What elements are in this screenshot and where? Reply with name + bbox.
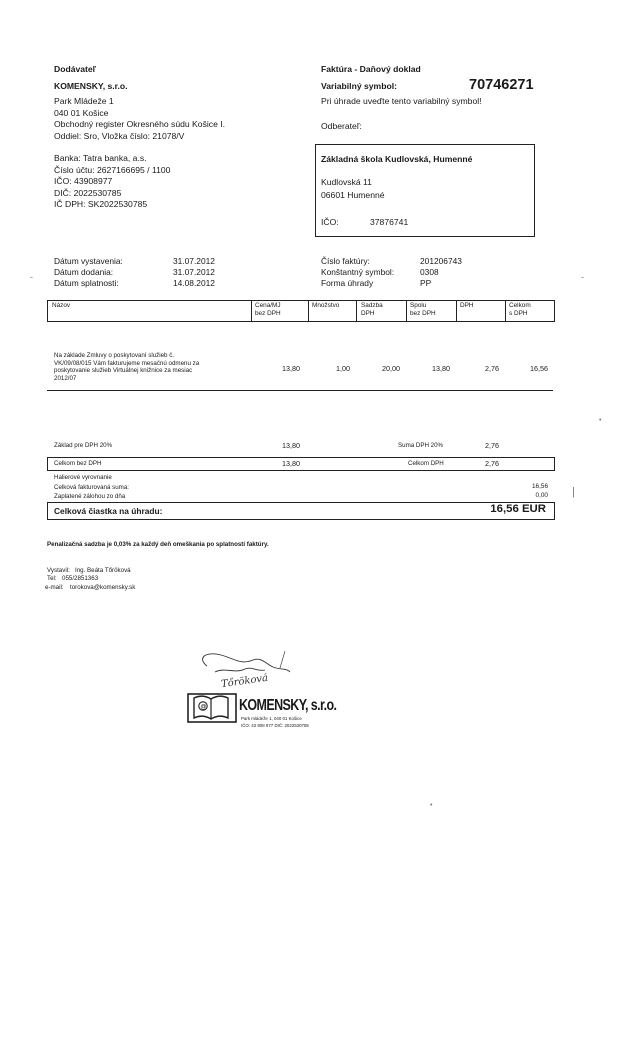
payment-values — [420, 256, 462, 289]
column-divider — [505, 300, 506, 321]
supplier-address-line: Obchodný register Okresného súdu Košice I. — [54, 119, 226, 130]
date-values — [173, 256, 215, 289]
invoiced-sum-label: Celková fakturovaná suma: — [54, 484, 129, 491]
penalty-note: Penalizačná sadzba je 0,03% za každý deň omeškania po splatnosti faktúry. — [47, 541, 269, 548]
supplier-label: Dodávateľ — [54, 64, 96, 74]
scan-mark: • — [599, 417, 602, 424]
stamp-address: Park mládeže 1, 040 01 Košice — [241, 716, 302, 721]
supplier-bank-line: Banka: Tatra banka, a.s. — [54, 153, 147, 163]
customer-street: Kudlovská 11 — [321, 177, 372, 187]
column-divider — [251, 300, 252, 321]
date-issued-label: Dátum vystavenia: — [54, 256, 123, 266]
svg-text:@: @ — [200, 704, 207, 711]
payment-form-value: PP — [420, 278, 432, 289]
book-logo-icon — [186, 688, 238, 724]
column-header-text: Názov — [52, 302, 71, 309]
supplier-address-line: Oddiel: Sro, Vložka číslo: 21078/V — [54, 130, 185, 141]
column-header-vat — [460, 302, 474, 310]
item-description-line: VK/09/08/015 Vám fakturujeme mesačnú odmenu za — [54, 359, 200, 367]
rounding-label: Halierové vyrovnanie — [54, 474, 112, 481]
item-vat: 2,76 — [485, 364, 499, 373]
item-vat-rate: 20,00 — [382, 364, 400, 373]
supplier-bank-line: Číslo účtu: 2627166695 / 1100 — [54, 164, 171, 175]
advance-value: 0,00 — [535, 492, 548, 499]
column-header-text: Cena/MJ — [255, 302, 281, 309]
email-value: torokova@komensky.sk — [70, 584, 136, 591]
scan-mark: - — [30, 272, 33, 282]
total-vat-value: 2,76 — [485, 459, 499, 468]
column-divider — [456, 300, 457, 321]
scan-mark: • — [430, 802, 433, 809]
column-header-text: DPH — [361, 310, 375, 318]
variable-symbol-note: Pri úhrade uveďte tento variabilný symbol! — [321, 96, 482, 106]
column-header-text: Celkom — [509, 302, 531, 309]
issued-by-label: Vystavil: — [47, 567, 70, 574]
phone-label: Tel: — [47, 575, 57, 582]
item-description-line: 2012/07 — [54, 375, 77, 383]
supplier-name: KOMENSKY, s.r.o. — [54, 81, 128, 91]
customer-ico-label: IČO: — [321, 217, 339, 227]
column-divider — [406, 300, 407, 321]
column-header-vat-rate — [361, 302, 383, 319]
date-due-value: 14.08.2012 — [173, 278, 215, 289]
date-delivered-label: Dátum dodania: — [54, 267, 114, 278]
amount-due-value: 16,56 EUR — [490, 503, 546, 515]
customer-city: 06601 Humenné — [321, 190, 385, 200]
column-header-text: bez DPH — [255, 310, 281, 318]
scan-mark: - — [581, 272, 584, 282]
item-description-line: Na základe Zmluvy o poskytovaní služieb č. — [54, 352, 175, 359]
date-labels — [54, 256, 123, 289]
column-header-quantity — [312, 302, 339, 310]
supplier-bank — [54, 153, 170, 211]
vat-base-label: Základ pre DPH 20% — [54, 442, 113, 449]
date-issued-value: 31.07.2012 — [173, 256, 215, 266]
column-header-name — [52, 302, 70, 310]
email-label: e-mail: — [45, 584, 64, 591]
column-header-text: s DPH — [509, 310, 528, 318]
total-excl-vat-value: 13,80 — [282, 459, 300, 468]
column-header-text: Množstvo — [312, 302, 340, 309]
supplier-bank-line: IČO: 43908977 — [54, 176, 113, 187]
date-due-label: Dátum splatnosti: — [54, 278, 119, 289]
signature-text: Tőröková — [220, 672, 269, 691]
supplier-bank-line: DIČ: 2022530785 — [54, 187, 122, 198]
scan-mark: | — [572, 486, 575, 498]
column-header-text: Sadzba — [361, 302, 383, 309]
variable-symbol-label: Variabilný symbol: — [321, 81, 397, 91]
column-header-subtotal — [410, 302, 436, 319]
vat-base-value: 13,80 — [282, 441, 300, 450]
item-description-line: poskytovanie služieb Virtuálnej knižnice za mesiac — [54, 367, 193, 375]
table-header-box — [47, 300, 555, 322]
supplier-bank-line: IČ DPH: SK2022530785 — [54, 199, 148, 210]
column-divider — [308, 300, 309, 321]
constant-symbol-value: 0308 — [420, 267, 439, 278]
item-section-divider — [47, 390, 553, 391]
issued-by-value: Ing. Beáta Tőröková — [75, 567, 131, 574]
item-description — [54, 352, 199, 383]
supplier-address — [54, 96, 225, 142]
column-header-text: Spolu — [410, 302, 427, 309]
payment-form-label: Forma úhrady — [321, 278, 374, 289]
variable-symbol-value: 70746271 — [469, 77, 534, 93]
invoice-number-value: 201206743 — [420, 256, 462, 266]
item-price: 13,80 — [282, 364, 300, 373]
column-header-text: DPH — [460, 302, 474, 309]
supplier-address-line: 040 01 Košice — [54, 107, 109, 118]
invoice-title: Faktúra - Daňový doklad — [321, 64, 421, 74]
payment-labels — [321, 256, 394, 289]
column-header-price — [255, 302, 281, 319]
total-excl-vat-label: Celkom bez DPH — [54, 460, 102, 467]
customer-ico-value: 37876741 — [370, 217, 409, 227]
item-total: 16,56 — [530, 364, 548, 373]
customer-name: Základná škola Kudlovská, Humenné — [321, 154, 473, 164]
vat-sum-label: Suma DPH 20% — [398, 442, 444, 449]
phone-value: 055/2851363 — [62, 575, 99, 582]
stamp-ids: IČO: 43 908 977 DIČ: 2022530785 — [241, 723, 309, 728]
column-divider — [356, 300, 357, 321]
item-quantity: 1,00 — [336, 364, 350, 373]
total-vat-label: Celkom DPH — [408, 460, 444, 467]
constant-symbol-label: Konštantný symbol: — [321, 267, 395, 278]
column-header-text: bez DPH — [410, 310, 436, 318]
advance-label: Zaplatené zálohou zo dňa — [54, 493, 126, 500]
stamp-company-name: KOMENSKY, s.r.o. — [239, 696, 337, 714]
vat-sum-value: 2,76 — [485, 441, 499, 450]
invoiced-sum-value: 16,56 — [532, 483, 548, 490]
column-header-total — [509, 302, 531, 319]
invoice-number-label: Číslo faktúry: — [321, 256, 370, 266]
item-subtotal: 13,80 — [432, 364, 450, 373]
customer-label: Odberateľ: — [321, 121, 362, 131]
date-delivered-value: 31.07.2012 — [173, 267, 215, 278]
amount-due-label: Celková čiastka na úhradu: — [54, 506, 163, 516]
supplier-address-line: Park Mládeže 1 — [54, 96, 114, 106]
